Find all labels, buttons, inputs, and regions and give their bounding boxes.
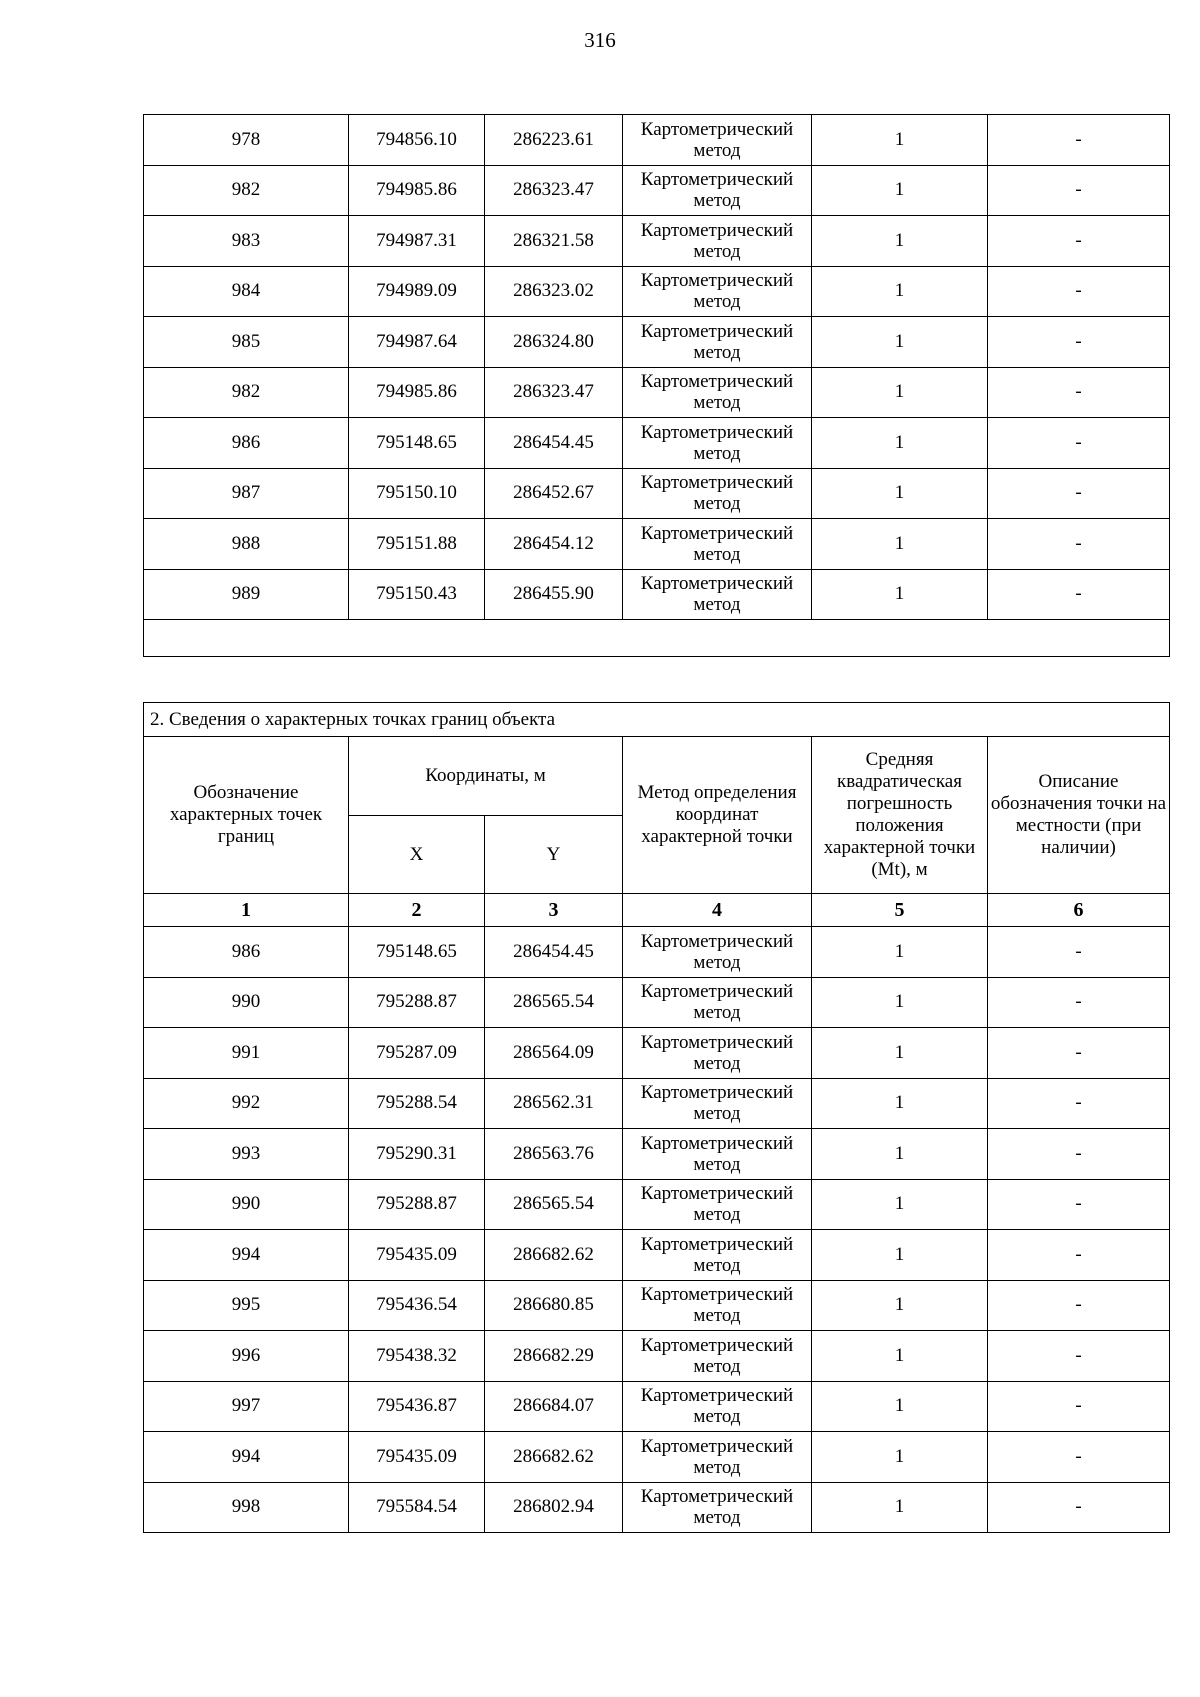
- header-coordinates: Координаты, м: [349, 737, 623, 816]
- description-cell: -: [988, 115, 1170, 166]
- method-cell: [623, 1482, 812, 1533]
- method-line: Картометрический: [640, 1284, 794, 1306]
- x-coordinate-cell: 794987.31: [349, 216, 485, 267]
- table-row: [144, 367, 1170, 418]
- point-cell: 998: [144, 1482, 349, 1533]
- method-line: Картометрический: [640, 1435, 794, 1457]
- method-line: метод: [693, 543, 741, 565]
- header-row-top: [144, 737, 1170, 816]
- method-line: метод: [693, 1406, 741, 1428]
- x-coordinate-cell: 795288.54: [349, 1078, 485, 1129]
- error-cell: 1: [812, 1381, 988, 1432]
- header-point-designation: Обозначение характерных точек границ: [144, 737, 349, 894]
- description-cell: -: [988, 927, 1170, 978]
- error-cell: 1: [812, 977, 988, 1028]
- error-cell: 1: [812, 216, 988, 267]
- point-cell: 994: [144, 1432, 349, 1483]
- header-error: Средняя квадратическая погрешность положения характерной точки (Mt), м: [812, 737, 988, 894]
- x-coordinate-cell: 795436.87: [349, 1381, 485, 1432]
- description-cell: -: [988, 1381, 1170, 1432]
- x-coordinate-cell: 795288.87: [349, 977, 485, 1028]
- method-line: метод: [693, 1456, 741, 1478]
- x-coordinate-cell: 794989.09: [349, 266, 485, 317]
- method-cell: [623, 1381, 812, 1432]
- method-line: метод: [693, 1305, 741, 1327]
- error-cell: 1: [812, 1179, 988, 1230]
- method-line: Картометрический: [640, 472, 794, 494]
- error-cell: 1: [812, 1230, 988, 1281]
- method-line: метод: [693, 240, 741, 262]
- error-cell: 1: [812, 927, 988, 978]
- table-row: [144, 1028, 1170, 1079]
- method-cell: [623, 1280, 812, 1331]
- method-cell: [623, 115, 812, 166]
- error-cell: 1: [812, 367, 988, 418]
- table-row: [144, 1482, 1170, 1533]
- column-number: 4: [623, 894, 812, 927]
- method-line: метод: [693, 1355, 741, 1377]
- error-cell: 1: [812, 418, 988, 469]
- column-numbers-row: [144, 894, 1170, 927]
- description-cell: -: [988, 1028, 1170, 1079]
- method-line: метод: [693, 1052, 741, 1074]
- method-line: метод: [693, 139, 741, 161]
- table-row: [144, 519, 1170, 570]
- method-cell: [623, 1129, 812, 1180]
- method-line: Картометрический: [640, 1385, 794, 1407]
- point-cell: 986: [144, 418, 349, 469]
- table-row: [144, 977, 1170, 1028]
- method-line: метод: [693, 1507, 741, 1529]
- y-coordinate-cell: 286563.76: [485, 1129, 623, 1180]
- point-cell: 997: [144, 1381, 349, 1432]
- x-coordinate-cell: 795435.09: [349, 1230, 485, 1281]
- point-cell: 982: [144, 165, 349, 216]
- method-line: метод: [693, 594, 741, 616]
- method-line: метод: [693, 493, 741, 515]
- description-cell: -: [988, 367, 1170, 418]
- table-row: [144, 266, 1170, 317]
- point-cell: 996: [144, 1331, 349, 1382]
- point-cell: 991: [144, 1028, 349, 1079]
- description-cell: -: [988, 1179, 1170, 1230]
- method-cell: [623, 1078, 812, 1129]
- method-line: Картометрический: [640, 522, 794, 544]
- x-coordinate-cell: 795436.54: [349, 1280, 485, 1331]
- y-coordinate-cell: 286682.62: [485, 1432, 623, 1483]
- y-coordinate-cell: 286323.02: [485, 266, 623, 317]
- error-cell: 1: [812, 1482, 988, 1533]
- method-line: Картометрический: [640, 169, 794, 191]
- error-cell: 1: [812, 1432, 988, 1483]
- x-coordinate-cell: 795150.43: [349, 569, 485, 620]
- y-coordinate-cell: 286323.47: [485, 367, 623, 418]
- x-coordinate-cell: 795438.32: [349, 1331, 485, 1382]
- method-cell: [623, 468, 812, 519]
- method-line: метод: [693, 392, 741, 414]
- y-coordinate-cell: 286323.47: [485, 165, 623, 216]
- method-line: Картометрический: [640, 1183, 794, 1205]
- y-coordinate-cell: 286684.07: [485, 1381, 623, 1432]
- y-coordinate-cell: 286802.94: [485, 1482, 623, 1533]
- error-cell: 1: [812, 1129, 988, 1180]
- y-coordinate-cell: 286565.54: [485, 977, 623, 1028]
- method-line: Картометрический: [640, 981, 794, 1003]
- method-line: метод: [693, 1103, 741, 1125]
- x-coordinate-cell: 795287.09: [349, 1028, 485, 1079]
- point-cell: 982: [144, 367, 349, 418]
- section-title-row: [144, 703, 1170, 737]
- error-cell: 1: [812, 1028, 988, 1079]
- x-coordinate-cell: 795288.87: [349, 1179, 485, 1230]
- description-cell: -: [988, 1331, 1170, 1382]
- description-cell: -: [988, 165, 1170, 216]
- table-row: [144, 1432, 1170, 1483]
- column-number: 1: [144, 894, 349, 927]
- description-cell: -: [988, 317, 1170, 368]
- table-row: [144, 569, 1170, 620]
- point-cell: 995: [144, 1280, 349, 1331]
- method-line: метод: [693, 442, 741, 464]
- method-line: метод: [693, 341, 741, 363]
- method-line: Картометрический: [640, 371, 794, 393]
- method-line: Картометрический: [640, 118, 794, 140]
- table-row: [144, 1381, 1170, 1432]
- error-cell: 1: [812, 1078, 988, 1129]
- x-coordinate-cell: 795150.10: [349, 468, 485, 519]
- column-number: 6: [988, 894, 1170, 927]
- point-cell: 990: [144, 1179, 349, 1230]
- method-cell: [623, 569, 812, 620]
- y-coordinate-cell: 286454.12: [485, 519, 623, 570]
- point-cell: 985: [144, 317, 349, 368]
- table-row: [144, 165, 1170, 216]
- error-cell: 1: [812, 569, 988, 620]
- table-row: [144, 1331, 1170, 1382]
- method-line: Картометрический: [640, 421, 794, 443]
- method-line: метод: [693, 1153, 741, 1175]
- method-cell: [623, 1179, 812, 1230]
- y-coordinate-cell: 286562.31: [485, 1078, 623, 1129]
- description-cell: -: [988, 216, 1170, 267]
- method-line: Картометрический: [640, 1132, 794, 1154]
- error-cell: 1: [812, 165, 988, 216]
- x-coordinate-cell: 794985.86: [349, 367, 485, 418]
- method-line: Картометрический: [640, 1082, 794, 1104]
- table-1-body: [144, 115, 1170, 620]
- description-cell: -: [988, 569, 1170, 620]
- table-row: [144, 317, 1170, 368]
- method-line: Картометрический: [640, 573, 794, 595]
- description-cell: -: [988, 977, 1170, 1028]
- y-coordinate-cell: 286452.67: [485, 468, 623, 519]
- error-cell: 1: [812, 468, 988, 519]
- method-cell: [623, 1331, 812, 1382]
- x-coordinate-cell: 794987.64: [349, 317, 485, 368]
- point-cell: 987: [144, 468, 349, 519]
- x-coordinate-cell: 795148.65: [349, 418, 485, 469]
- point-cell: 992: [144, 1078, 349, 1129]
- method-line: Картометрический: [640, 1233, 794, 1255]
- point-cell: 986: [144, 927, 349, 978]
- x-coordinate-cell: 794985.86: [349, 165, 485, 216]
- table-row: [144, 115, 1170, 166]
- point-cell: 988: [144, 519, 349, 570]
- error-cell: 1: [812, 317, 988, 368]
- method-cell: [623, 1432, 812, 1483]
- point-cell: 983: [144, 216, 349, 267]
- method-line: Картометрический: [640, 320, 794, 342]
- header-y: Y: [485, 816, 623, 894]
- table-row: [144, 468, 1170, 519]
- table-row: [144, 216, 1170, 267]
- point-cell: 978: [144, 115, 349, 166]
- table-2-body: [144, 927, 1170, 1533]
- empty-cell: [144, 620, 1170, 657]
- section-title: 2. Сведения о характерных точках границ объекта: [144, 703, 1170, 737]
- x-coordinate-cell: 795435.09: [349, 1432, 485, 1483]
- y-coordinate-cell: 286455.90: [485, 569, 623, 620]
- method-cell: [623, 977, 812, 1028]
- method-line: метод: [693, 1254, 741, 1276]
- x-coordinate-cell: 795151.88: [349, 519, 485, 570]
- empty-row: [144, 620, 1170, 657]
- y-coordinate-cell: 286682.29: [485, 1331, 623, 1382]
- error-cell: 1: [812, 1331, 988, 1382]
- x-coordinate-cell: 795584.54: [349, 1482, 485, 1533]
- point-cell: 994: [144, 1230, 349, 1281]
- method-cell: [623, 418, 812, 469]
- table-row: [144, 1230, 1170, 1281]
- method-cell: [623, 367, 812, 418]
- method-line: метод: [693, 1204, 741, 1226]
- x-coordinate-cell: 795148.65: [349, 927, 485, 978]
- y-coordinate-cell: 286454.45: [485, 927, 623, 978]
- method-line: Картометрический: [640, 270, 794, 292]
- point-cell: 990: [144, 977, 349, 1028]
- method-cell: [623, 1230, 812, 1281]
- y-coordinate-cell: 286324.80: [485, 317, 623, 368]
- point-cell: 989: [144, 569, 349, 620]
- description-cell: -: [988, 1129, 1170, 1180]
- error-cell: 1: [812, 115, 988, 166]
- error-cell: 1: [812, 1280, 988, 1331]
- table-row: [144, 1280, 1170, 1331]
- y-coordinate-cell: 286223.61: [485, 115, 623, 166]
- y-coordinate-cell: 286565.54: [485, 1179, 623, 1230]
- method-line: Картометрический: [640, 1334, 794, 1356]
- description-cell: -: [988, 519, 1170, 570]
- table-row: [144, 1179, 1170, 1230]
- column-number: 2: [349, 894, 485, 927]
- method-cell: [623, 165, 812, 216]
- description-cell: -: [988, 1078, 1170, 1129]
- y-coordinate-cell: 286454.45: [485, 418, 623, 469]
- boundary-points-table: [143, 702, 1170, 1533]
- method-line: Картометрический: [640, 219, 794, 241]
- method-line: метод: [693, 190, 741, 212]
- method-cell: [623, 1028, 812, 1079]
- column-number: 3: [485, 894, 623, 927]
- point-cell: 984: [144, 266, 349, 317]
- column-number: 5: [812, 894, 988, 927]
- error-cell: 1: [812, 519, 988, 570]
- x-coordinate-cell: 794856.10: [349, 115, 485, 166]
- coordinates-table-continued: [143, 114, 1170, 657]
- y-coordinate-cell: 286564.09: [485, 1028, 623, 1079]
- method-cell: [623, 266, 812, 317]
- table-row: [144, 1078, 1170, 1129]
- y-coordinate-cell: 286682.62: [485, 1230, 623, 1281]
- method-cell: [623, 927, 812, 978]
- description-cell: -: [988, 266, 1170, 317]
- description-cell: -: [988, 468, 1170, 519]
- description-cell: -: [988, 1280, 1170, 1331]
- method-line: Картометрический: [640, 1486, 794, 1508]
- method-cell: [623, 519, 812, 570]
- description-cell: -: [988, 1432, 1170, 1483]
- method-line: метод: [693, 1002, 741, 1024]
- table-row: [144, 1129, 1170, 1180]
- header-x: X: [349, 816, 485, 894]
- table-row: [144, 418, 1170, 469]
- table-row: [144, 927, 1170, 978]
- method-line: метод: [693, 951, 741, 973]
- description-cell: -: [988, 1482, 1170, 1533]
- header-description: Описание обозначения точки на местности (при наличии): [988, 737, 1170, 894]
- y-coordinate-cell: 286321.58: [485, 216, 623, 267]
- point-cell: 993: [144, 1129, 349, 1180]
- method-line: метод: [693, 291, 741, 313]
- error-cell: 1: [812, 266, 988, 317]
- method-line: Картометрический: [640, 930, 794, 952]
- method-cell: [623, 216, 812, 267]
- y-coordinate-cell: 286680.85: [485, 1280, 623, 1331]
- description-cell: -: [988, 418, 1170, 469]
- header-method: Метод определения координат характерной точки: [623, 737, 812, 894]
- page-number: 316: [584, 28, 616, 52]
- method-cell: [623, 317, 812, 368]
- description-cell: -: [988, 1230, 1170, 1281]
- method-line: Картометрический: [640, 1031, 794, 1053]
- x-coordinate-cell: 795290.31: [349, 1129, 485, 1180]
